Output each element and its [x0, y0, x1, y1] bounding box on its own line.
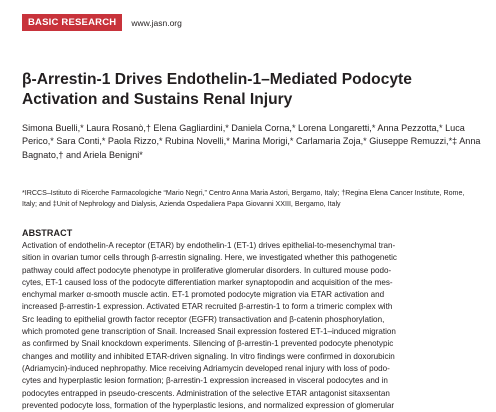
abstract-line: as confirmed by Snail knockdown experiments. Silencing of β-arrestin-1 prevented podocyte phenotypic — [22, 339, 394, 349]
abstract-line: cytes, ET-1 caused loss of the podocyte differentiation marker synaptopodin and acquisition of the mes- — [22, 277, 393, 287]
abstract-line: Src leading to epithelial growth factor receptor (EGFR) transactivation and β-catenin phosphorylation, — [22, 314, 385, 324]
author-list: Simona Buelli,* Laura Rosanò,† Elena Gagliardini,* Daniela Corna,* Lorena Longaretti,* Anna Pezzotta,* Luca Perico,* Sara Conti,* Paola Rizzo,* Rubina Novelli,* Marina Morigi,* Carlamaria Zoja,* Giuseppe Remuzzi,*‡ Anna Bagnato,† and Ariela Benigni* — [22, 123, 481, 160]
abstract-line: which promoted gene transcription of Snail. Increased Snail expression fostered ET-1–induced migration — [22, 327, 396, 337]
abstract-line: Activation of endothelin-A receptor (ETAR) by endothelin-1 (ET-1) drives epithelial-to-mesenchymal tran- — [22, 241, 396, 250]
abstract-line: changes and motility and inhibited ETAR-driven signaling. In vitro findings were confirmed in doxorubicin — [22, 351, 395, 361]
abstract-line: enchymal marker α-smooth muscle actin. ET-1 promoted podocyte migration via ETAR activation and — [22, 290, 385, 300]
abstract-heading: ABSTRACT — [22, 228, 73, 238]
article-title: β-Arrestin-1 Drives Endothelin-1–Mediated Podocyte Activation and Sustains Renal Injury — [22, 71, 412, 108]
affiliations: *IRCCS–Istituto di Ricerche Farmacologiche “Mario Negri,” Centro Anna Maria Astori, Bergamo, Italy; †Regina Elena Cancer Institute, Rome, Italy; and ‡Unit of Nephrology and Dialysis, Azienda Ospedaliera Papa Giovanni XXIII, Bergamo, Italy — [22, 189, 465, 208]
abstract-line: prevented podocyte loss, formation of the hyperplastic lesions, and normalized expression of glomerular — [22, 400, 395, 410]
article-header — [22, 14, 182, 31]
journal-url[interactable]: www.jasn.org — [131, 17, 182, 28]
abstract-line: pathway could affect podocyte phenotype in proliferative glomerular disorders. In cultured mouse podo- — [22, 265, 392, 275]
abstract-text — [22, 240, 482, 412]
abstract-line: (Adriamycin)-induced nephropathy. Mice receiving Adriamycin developed renal injury with loss of podo- — [22, 363, 390, 373]
abstract-line: podocytes entrapped in pseudo-crescents. Administration of the selective ETAR antagonist sitaxsentan — [22, 388, 390, 398]
abstract-line: increased β-arrestin-1 expression. Activated ETAR recruited β-arrestin-1 to form a trimeric complex with — [22, 302, 393, 312]
section-badge: BASIC RESEARCH — [22, 14, 122, 31]
abstract-line: sition in ovarian tumor cells through β-arrestin signaling. Here, we investigated whether this pathogenetic — [22, 253, 397, 263]
abstract-line: cytes and hyperplastic lesion formation; β-arrestin-1 expression increased in visceral podocytes and in — [22, 376, 388, 386]
